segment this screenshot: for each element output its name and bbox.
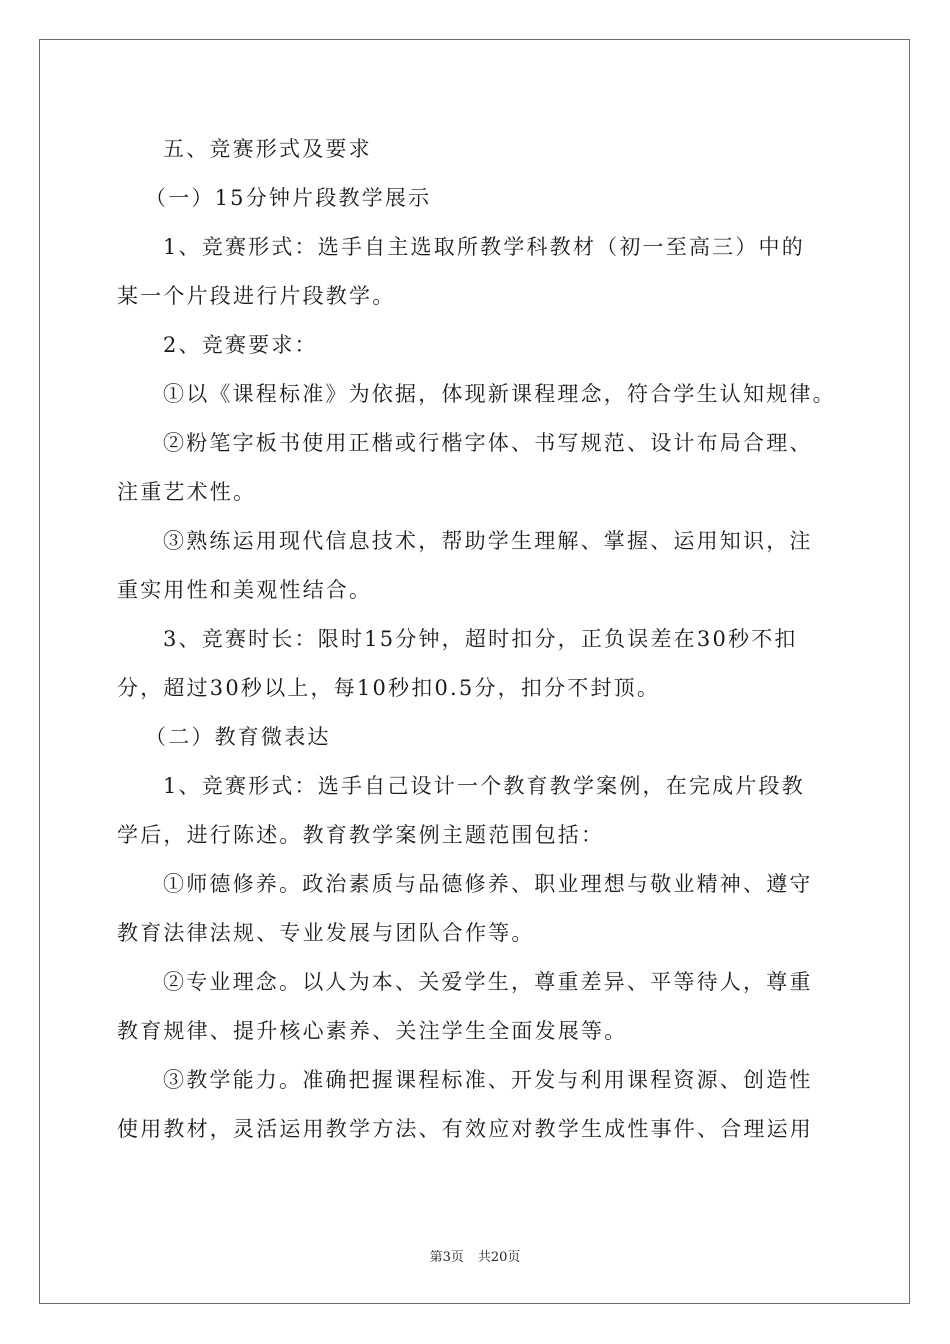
paragraph-line: 分，超过30秒以上，每10秒扣0.5分，扣分不封顶。 <box>117 676 661 700</box>
subsection-heading: （一）15分钟片段教学展示 <box>145 186 432 210</box>
page-number: 第3页 <box>429 1250 464 1265</box>
paragraph-line: 注重艺术性。 <box>117 480 257 504</box>
section-heading: 五、竞赛形式及要求 <box>163 137 372 161</box>
paragraph-line: ③教学能力。准确把握课程标准、开发与利用课程资源、创造性 <box>163 1068 813 1092</box>
paragraph-line: 教育规律、提升核心素养、关注学生全面发展等。 <box>117 1019 628 1043</box>
total-pages: 共20页 <box>477 1250 521 1265</box>
paragraph-line: 1、竞赛形式：选手自主选取所教学科教材（初一至高三）中的 <box>163 235 805 259</box>
paragraph-line: ②专业理念。以人为本、关爱学生，尊重差异、平等待人，尊重 <box>163 970 813 994</box>
paragraph-line: 某一个片段进行片段教学。 <box>117 284 396 308</box>
paragraph-line: 使用教材，灵活运用教学方法、有效应对教学生成性事件、合理运用 <box>117 1117 813 1141</box>
paragraph-line: ①师德修养。政治素质与品德修养、职业理想与敬业精神、遵守 <box>163 872 813 896</box>
paragraph-line: ③熟练运用现代信息技术，帮助学生理解、掌握、运用知识，注 <box>163 529 813 553</box>
paragraph-line: 教育法律法规、专业发展与团队合作等。 <box>117 921 535 945</box>
subsection-heading: （二）教育微表达 <box>145 725 331 749</box>
paragraph-line: 重实用性和美观性结合。 <box>117 578 373 602</box>
paragraph-line: 学后，进行陈述。教育教学案例主题范围包括： <box>117 823 605 847</box>
page-footer <box>0 1246 950 1265</box>
document-body <box>117 125 837 1154</box>
paragraph-line: 1、竞赛形式：选手自己设计一个教育教学案例，在完成片段教 <box>163 774 805 798</box>
paragraph-line: ①以《课程标准》为依据，体现新课程理念，符合学生认知规律。 <box>163 382 836 406</box>
paragraph-line: 3、竞赛时长：限时15分钟，超时扣分，正负误差在30秒不扣 <box>163 627 798 651</box>
paragraph-line: ②粉笔字板书使用正楷或行楷字体、书写规范、设计布局合理、 <box>163 431 813 455</box>
paragraph-line: 2、竞赛要求： <box>163 333 318 357</box>
